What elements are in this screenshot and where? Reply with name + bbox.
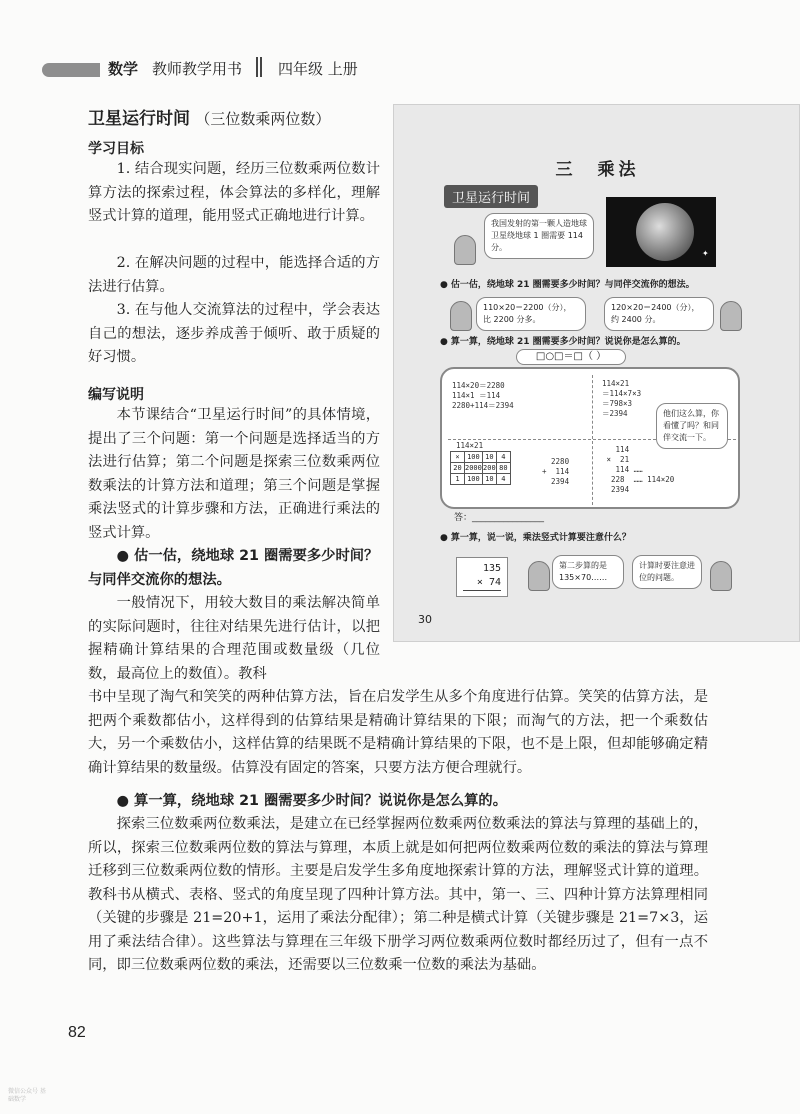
page-header: [0, 55, 800, 89]
lesson-title-main: 卫星运行时间: [88, 109, 190, 129]
header-book-title: 教师教学用书: [152, 60, 243, 78]
goal-item-3: 3. 在与他人交流算法的过程中，学会表达自己的想法，逐步养成善于倾听、敢于质疑的好习惯。: [88, 302, 380, 365]
xiaoxiao-figure: [720, 301, 742, 331]
tb-star-icon: ✦: [702, 249, 709, 258]
vcalc-bottom: × 74: [476, 577, 501, 588]
tb-question-2: ● 算一算，绕地球 21 圈需要多少时间？说说你是怎么算的。: [440, 334, 686, 347]
method-3-sum: 2280 + 114 2394: [542, 457, 570, 486]
earth-photo: [606, 197, 716, 267]
tb-lesson-label: 卫星运行时间: [444, 185, 538, 208]
tb-bubble-4: 计算时要注意进位的问题。: [632, 555, 702, 589]
vcalc-rule: [463, 590, 501, 591]
taoqi-figure: [450, 301, 472, 331]
lesson-title: [88, 104, 330, 129]
boy-figure: [710, 561, 732, 591]
tb-question-1: ● 估一估，绕地球 21 圈需要多少时间？与同伴交流你的想法。: [440, 277, 695, 290]
tb-bubble-3: 第二步算的是 135×70……: [552, 555, 624, 589]
header-grade: 四年级 上册: [278, 60, 358, 78]
notes-intro: 本节课结合“卫星运行时间”的具体情境，提出了三个问题：第一个问题是选择适当的方法进行估算；第二个问题是探索三位数乘两位数乘法的计算方法和道理；第三个问题是掌握乘法竖式的计算步骤和方法，正确进行乘法的竖式计算。: [88, 407, 380, 541]
bullet-calculate: ● 算一算，绕地球 21 圈需要多少时间？说说你是怎么算的。: [116, 793, 508, 809]
method-2: 114×21 ＝114×7×3 ＝798×3 ＝2394: [602, 379, 642, 418]
girl-figure: [528, 561, 550, 591]
estimate-paragraph-b: 书中呈现了淘气和笑笑的两种估算方法，旨在启发学生从多个角度进行估算。笑笑的估算方法，是把两个乘数都估小，这样得到的估算结果是精确计算结果的下限；而淘气的方法，把一个乘数估大，另一个乘数估小，这样估算的结果既不是精确计算结果的下限，也不是上限，但却能够确定精确计算结果的数量级。估算没有固定的答案，只要方法方便合理就行。: [88, 689, 708, 776]
header-tab-decoration: [42, 63, 100, 77]
panel-divider-v: [592, 375, 593, 505]
tb-ask-bubble: 他们这么算，你看懂了吗？和同伴交流一下。: [656, 403, 728, 449]
tb-intro-bubble: 我国发射的第一颗人造地球卫星绕地球 1 圈需要 114 分。: [484, 213, 594, 259]
tb-formula-box: □○□＝□（ ）: [516, 349, 626, 365]
method-4: 114 × 21 114 …… 228 …… 114×20 2394: [606, 445, 675, 494]
tb-question-3: ● 算一算，说一说，乘法竖式计算要注意什么？: [440, 530, 631, 543]
method-3-grid: × 100 10 4 20 2000 200 80 1 100 10 4: [450, 451, 511, 485]
notes-heading: 编写说明: [88, 387, 144, 403]
vcalc-top: 135: [482, 563, 501, 574]
goals-heading: 学习目标: [88, 141, 144, 157]
method-3-title: 114×21: [456, 441, 484, 450]
textbook-page-image: [393, 104, 800, 642]
grandpa-figure: [454, 235, 476, 265]
tb-answer-line: 答：________________: [454, 513, 545, 523]
tb-vertical-calc: [456, 557, 508, 597]
calculate-paragraph: 探索三位数乘两位数乘法，是建立在已经掌握两位数乘两位数乘法的算法与算理的基础上的，所以，探索三位数乘两位数的算法与算理，本质上就是如何把两位数乘两位数的乘法的算法与算理迁移到三位数乘两位数的情形。主要是启发学生多角度地探索计算的方法，理解竖式计算的道理。教科书从横式、表格、竖式的角度呈现了四种计算方法。其中，第一、三、四种计算方法算理相同（关键的步骤是 21=20+1，运用了乘法分配律）；第二种是横式计算（关键步骤是 21=7×3，运用了乘法结合律）。这些算法与算理在三年级下册学习两位数乘两位数时都经历过了，但有一点不同，即三位数乘两位数的乘法，还需要以三位数乘一位数的乘法为基础。: [88, 816, 708, 973]
tb-estimate-2: 120×20＝2400（分），约 2400 分。: [604, 297, 714, 331]
watermark: 微信公众号 基础数学: [8, 1088, 46, 1103]
bullet-estimate: ● 估一估，绕地球 21 圈需要多少时间？与同伴交流你的想法。: [88, 548, 379, 588]
goal-item-2: 2. 在解决问题的过程中，能选择合适的方法进行估算。: [88, 255, 380, 295]
tb-chapter-title: 三 乘法: [555, 160, 640, 180]
header-separator: [256, 57, 262, 77]
estimate-paragraph-a: 一般情况下，用较大数目的乘法解决简单的实际问题时，往往对结果先进行估计，以把握精确计算结果的合理范围或数量级（几位数，最高位上的数值）。教科: [88, 595, 380, 682]
page-number: 82: [68, 1024, 86, 1041]
method-1: 114×20＝2280 114×1 ＝114 2280+114＝2394: [452, 381, 514, 410]
tb-page-number: 30: [418, 613, 432, 626]
goal-item-1: 1. 结合现实问题，经历三位数乘两位数计算方法的探索过程，体会算法的多样化，理解竖式计算的道理，能用竖式正确地进行计算。: [88, 161, 380, 224]
header-subject: 数学: [108, 60, 139, 78]
tb-estimate-1: 110×20＝2200（分），比 2200 分多。: [476, 297, 586, 331]
lesson-title-sub: （三位数乘两位数）: [195, 110, 331, 128]
earth-globe: [636, 203, 694, 261]
